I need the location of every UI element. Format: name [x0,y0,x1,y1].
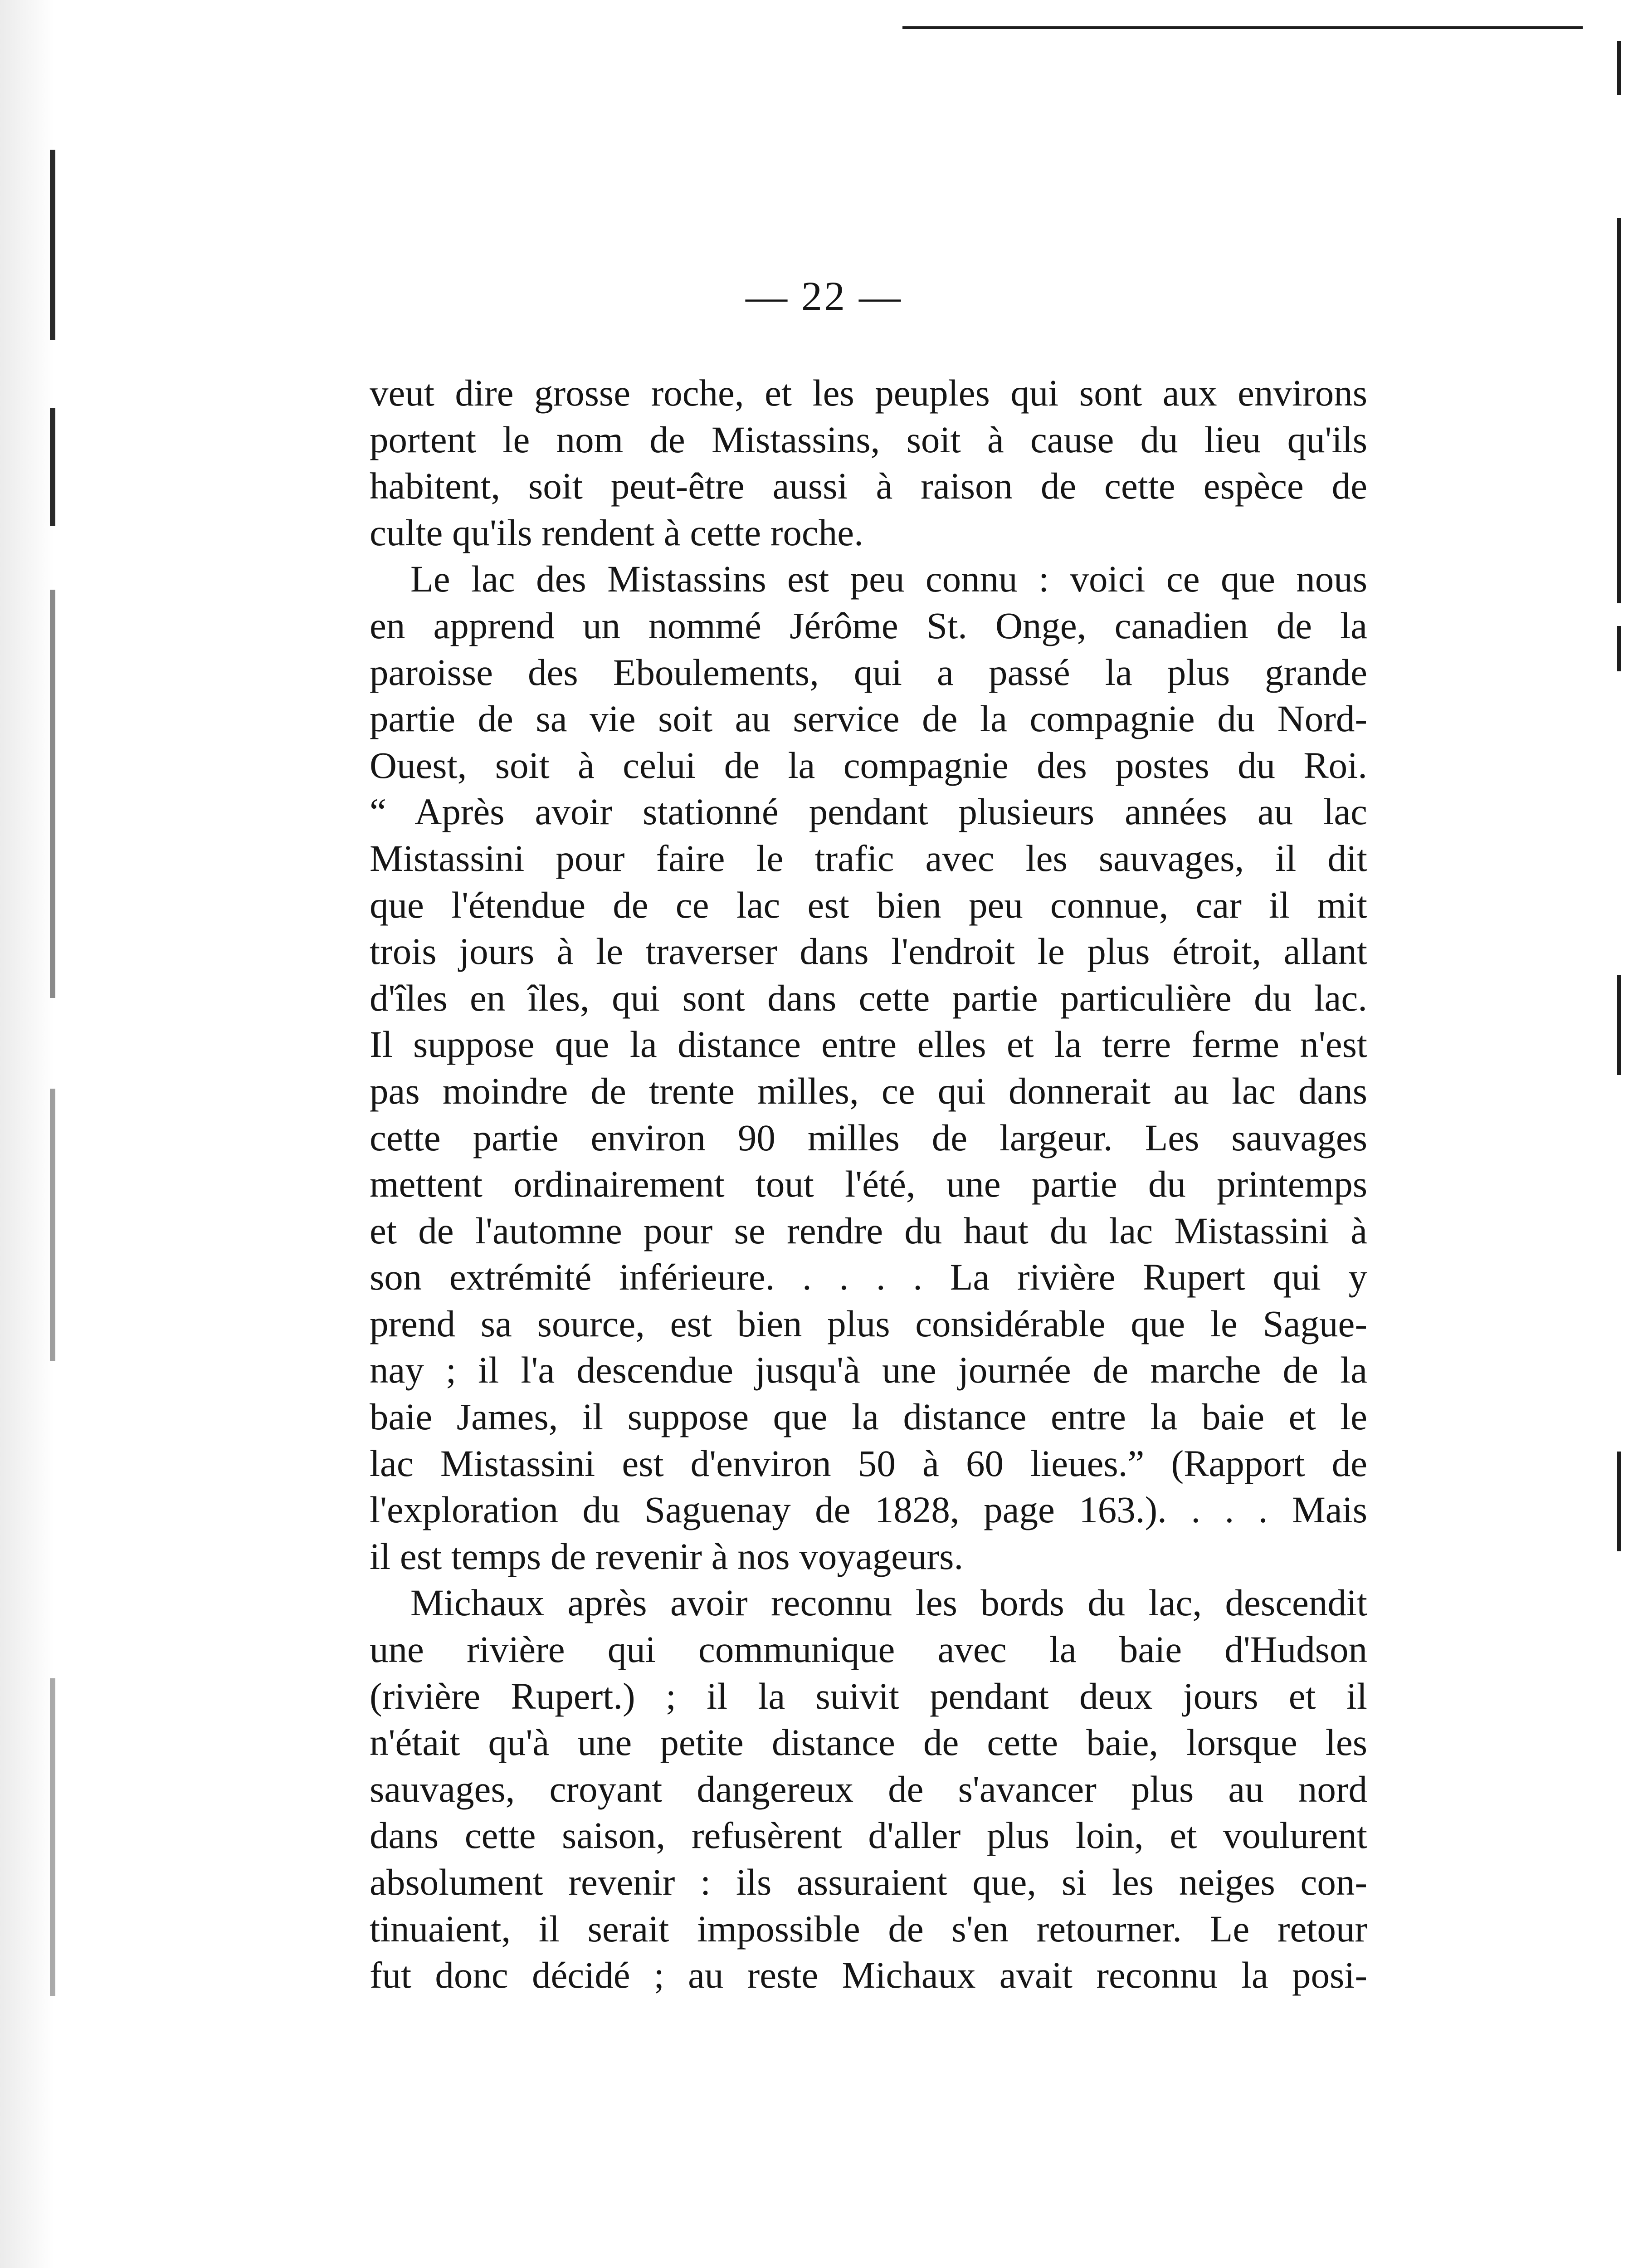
text-line: une rivière qui communique avec la baie d'Hudson [370,1628,1367,1671]
body-text [370,370,1367,1999]
paragraph [370,1579,1367,1998]
scan-margin-right [1594,0,1648,2268]
text-line: Ouest, soit à celui de la compagnie des postes du Roi. [370,744,1367,786]
text-line: cette partie environ 90 milles de largeur. Les sauvages [370,1116,1367,1158]
text-line: en apprend un nommé Jérôme St. Onge, canadien de la [370,604,1367,646]
text-line: trois jours à le traverser dans l'endroit le plus étroit, allant [370,930,1367,973]
text-line: l'exploration du Saguenay de 1828, page 163.). . . . Mais [370,1489,1367,1531]
text-line: son extrémité inférieure. . . . . La rivière Rupert qui y [370,1256,1367,1298]
text-line: mettent ordinairement tout l'été, une partie du printemps [370,1163,1367,1205]
text-line: nay ; il l'a descendue jusqu'à une journée de marche de la [370,1349,1367,1391]
text-line: Le lac des Mistassins est peu connu : voici ce que nous [410,558,1367,600]
scan-margin-left [0,0,54,2268]
text-line: “ Après avoir stationné pendant plusieurs années au lac [370,791,1367,833]
page-number: — 22 — [746,273,902,319]
text-line: veut dire grosse roche, et les peuples qui sont aux environs [370,372,1367,414]
text-line: d'îles en îles, qui sont dans cette partie particulière du lac. [370,977,1367,1019]
scan-top-rule [902,26,1583,29]
text-line: lac Mistassini est d'environ 50 à 60 lieues.” (Rapport de [370,1442,1367,1484]
text-line: baie James, il suppose que la distance entre la baie et le [370,1396,1367,1438]
text-line: partie de sa vie soit au service de la compagnie du Nord- [370,698,1367,740]
text-line: paroisse des Eboulements, qui a passé la plus grande [370,651,1367,693]
text-line: dans cette saison, refusèrent d'aller plus loin, et voulurent [370,1814,1367,1857]
text-line: (rivière Rupert.) ; il la suivit pendant deux jours et il [370,1675,1367,1717]
text-line: culte qu'ils rendent à cette roche. [370,511,863,553]
paragraph [370,556,1367,1579]
text-line: Il suppose que la distance entre elles et la terre ferme n'est [370,1023,1367,1066]
text-line: sauvages, croyant dangereux de s'avancer plus au nord [370,1768,1367,1810]
text-line: Mistassini pour faire le trafic avec les sauvages, il dit [370,837,1367,879]
text-line: prend sa source, est bien plus considérable que le Sague- [370,1302,1367,1344]
text-line: tinuaient, il serait impossible de s'en retourner. Le retour [370,1907,1367,1950]
text-line: habitent, soit peut-être aussi à raison de cette espèce de [370,465,1367,507]
text-line: Michaux après avoir reconnu les bords du lac, descendit [410,1582,1367,1624]
text-line: absolument revenir : ils assuraient que, si les neiges con- [370,1861,1367,1903]
text-line: n'était qu'à une petite distance de cette baie, lorsque les [370,1721,1367,1764]
text-line: et de l'automne pour se rendre du haut du lac Mistassini à [370,1209,1367,1251]
text-line: pas moindre de trente milles, ce qui donnerait au lac dans [370,1070,1367,1112]
text-line: portent le nom de Mistassins, soit à cause du lieu qu'ils [370,418,1367,460]
paragraph [370,370,1367,556]
text-line: fut donc décidé ; au reste Michaux avait reconnu la posi- [370,1954,1367,1996]
text-line: il est temps de revenir à nos voyageurs. [370,1535,964,1577]
text-line: que l'étendue de ce lac est bien peu connue, car il mit [370,884,1367,926]
